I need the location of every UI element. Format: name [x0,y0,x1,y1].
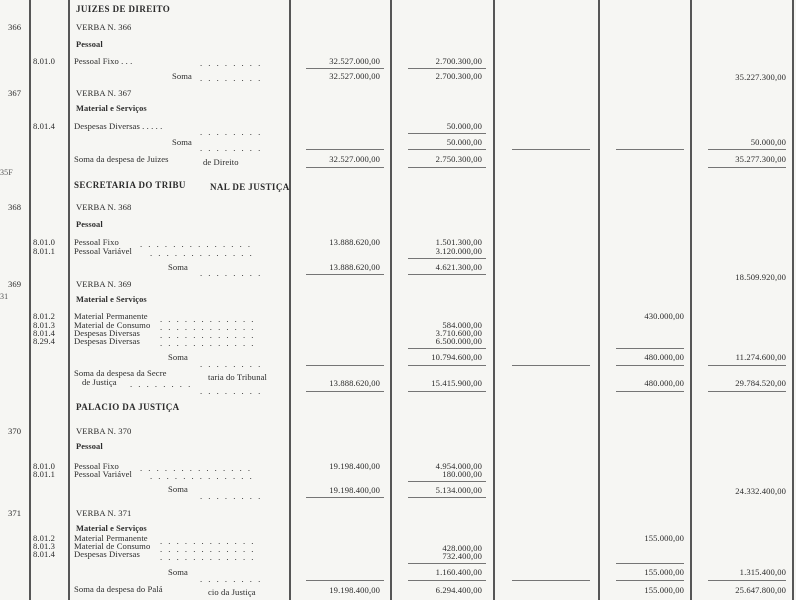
sum-rule [306,167,384,168]
item-label: Despesas Diversas [74,549,140,559]
value-cell: 6.500.000,00 [435,336,482,346]
total-cell: 24.332.400,00 [735,486,786,496]
column-rule [390,0,392,600]
leader-dots: . . . . . . . . [200,127,263,137]
item-label: Pessoal Fixo [74,237,119,247]
column-rule [68,0,70,600]
value-cell: 155.000,00 [644,533,684,543]
soma-label: Soma [172,71,192,81]
leader-dots: . . . . . . . . [200,268,263,278]
leader-dots: . . . . . . . . . . . . [160,536,256,546]
sum-rule [408,365,486,366]
value-cell: 50.000,00 [446,137,482,147]
leader-dots: . . . . . . . . . . . . [160,544,256,554]
sum-rule [512,149,590,150]
verba-number: 366 [8,22,22,32]
sum-rule [616,580,684,581]
item-code: 8.01.4 [33,549,56,559]
subheading: Material e Serviços [76,524,147,533]
total-cell: 35.227.300,00 [735,72,786,82]
sum-rule [408,274,486,275]
sum-rule [408,497,486,498]
value-cell: 19.198.400,00 [329,585,380,595]
sum-rule [408,258,486,259]
subheading: Pessoal [76,40,103,49]
column-rule [690,0,692,600]
leader-dots: . . . . . . . . . . . . . . [140,239,253,249]
value-cell: 13.888.620,00 [329,237,380,247]
total-cell: 35.277.300,00 [735,154,786,164]
leader-dots: . . . . . . . . [200,574,263,584]
item-label: Material Permanente [74,533,148,543]
item-code: 8.01.1 [33,246,56,256]
item-code: 8.01.4 [33,328,56,338]
leader-dots: . . . . . . . . . . . . [160,552,256,562]
subheading: Material e Serviços [76,104,147,113]
sum-rule [306,580,384,581]
value-cell: 32.527.000,00 [329,154,380,164]
leader-dots: . . . . . . . . [200,58,263,68]
verba-label: VERBA N. 366 [76,22,132,32]
sum-rule [408,68,486,69]
value-cell: 180.000,00 [442,469,482,479]
leader-dots: . . . . . . . . [130,379,193,389]
soma-label: Soma [168,567,188,577]
value-cell: 2.750.300,00 [435,154,482,164]
soma-label: Soma [168,484,188,494]
sum-rule [408,391,486,392]
leader-dots: . . . . . . . . . . . . . [150,471,254,481]
total-cell: 1.315.400,00 [739,567,786,577]
sum-rule [306,274,384,275]
verba-number: 368 [8,202,22,212]
item-code: 8.01.1 [33,469,56,479]
subheading: Material e Serviços [76,295,147,304]
value-cell: 6.294.400,00 [435,585,482,595]
total-cell: 25.647.800,00 [735,585,786,595]
item-label: Despesas Diversas . . . . . [74,121,163,131]
value-cell: 1.501.300,00 [435,237,482,247]
total-label: Soma da despesa da Secre [74,368,167,378]
item-code: 8.01.3 [33,320,56,330]
value-cell: 480.000,00 [644,378,684,388]
sum-rule [408,348,486,349]
section-heading: PALACIO DA JUSTIÇA [76,402,180,412]
sum-rule [708,167,786,168]
subheading: Pessoal [76,442,103,451]
value-cell: 428.000,00 [442,543,482,553]
sum-rule [708,391,786,392]
sum-rule [616,149,684,150]
sum-rule [306,391,384,392]
value-cell: 19.198.400,00 [329,485,380,495]
value-cell: 13.888.620,00 [329,378,380,388]
value-cell: 1.160.400,00 [435,567,482,577]
item-code: 8.01.3 [33,541,56,551]
value-cell: 2.700.300,00 [435,71,482,81]
verba-number: 371 [8,508,22,518]
verba-label: VERBA N. 368 [76,202,132,212]
value-cell: 480.000,00 [644,352,684,362]
total-label: de Justiça [82,377,117,387]
leader-dots: . . . . . . . . [200,491,263,501]
sum-rule [408,149,486,150]
value-cell: 3.120.000,00 [435,246,482,256]
leader-dots: . . . . . . . . [200,359,263,369]
total-cell: 11.274.600,00 [735,352,786,362]
column-rule [289,0,291,600]
value-cell: 10.794.600,00 [431,352,482,362]
sum-rule [408,563,486,564]
item-code: 8.01.0 [33,237,56,247]
value-cell: 3.710.600,00 [435,328,482,338]
sum-rule [512,365,590,366]
sum-rule [616,365,684,366]
verba-number: 370 [8,426,22,436]
soma-label: Soma [172,137,192,147]
value-cell: 15.415.900,00 [431,378,482,388]
leader-dots: . . . . . . . . [200,143,263,153]
total-label: taria do Tribunal [208,372,267,382]
leader-dots: . . . . . . . . . . . . [160,338,256,348]
soma-label: Soma [168,352,188,362]
item-code: 8.01.4 [33,121,56,131]
column-rule [792,0,794,600]
item-label: Material de Consumo [74,541,151,551]
column-rule [598,0,600,600]
margin-mark: 31 [0,292,9,301]
column-rule [29,0,31,600]
verba-label: VERBA N. 370 [76,426,132,436]
value-cell: 2.700.300,00 [435,56,482,66]
item-label: Pessoal Variável [74,246,133,256]
item-label: Pessoal Fixo . . . [74,56,133,66]
column-rule [493,0,495,600]
leader-dots: . . . . . . . . [200,73,263,83]
section-heading: JUIZES DE DIREITO [76,4,171,14]
leader-dots: . . . . . . . . . . . . [160,330,256,340]
item-code: 8.01.0 [33,461,56,471]
sum-rule [512,580,590,581]
leader-dots: . . . . . . . . . . . . . . [140,463,253,473]
value-cell: 13.888.620,00 [329,262,380,272]
item-code: 8.01.2 [33,533,56,543]
total-cell: 50.000,00 [750,137,786,147]
leader-dots: . . . . . . . . . . . . . [150,248,254,258]
item-code: 8.01.0 [33,56,56,66]
verba-label: VERBA N. 371 [76,508,132,518]
item-label: Despesas Diversas [74,328,140,338]
total-cell: 18.509.920,00 [735,272,786,282]
value-cell: 50.000,00 [446,121,482,131]
soma-label: Soma [168,262,188,272]
total-label: de Direito [203,157,239,167]
sum-rule [306,365,384,366]
item-label: Material de Consumo [74,320,151,330]
sum-rule [408,481,486,482]
verba-label: VERBA N. 369 [76,279,132,289]
value-cell: 4.621.300,00 [435,262,482,272]
value-cell: 155.000,00 [644,585,684,595]
item-label: Pessoal Fixo [74,461,119,471]
sum-rule [408,580,486,581]
item-label: Despesas Diversas [74,336,140,346]
verba-number: 367 [8,88,22,98]
margin-mark: 35F [0,168,13,177]
leader-dots: . . . . . . . . . . . . [160,314,256,324]
item-code: 8.01.2 [33,311,56,321]
leader-dots: . . . . . . . . [200,386,263,396]
total-label: Soma da despesa do Palá [74,584,163,594]
sum-rule [408,167,486,168]
value-cell: 19.198.400,00 [329,461,380,471]
verba-number: 369 [8,279,22,289]
section-heading: SECRETARIA DO TRIBU [74,180,186,190]
value-cell: 4.954.000,00 [435,461,482,471]
item-label: Material Permanente [74,311,148,321]
total-label: cio da Justiça [208,587,256,597]
subheading: Pessoal [76,220,103,229]
total-cell: 29.784.520,00 [735,378,786,388]
sum-rule [306,149,384,150]
section-heading: NAL DE JUSTIÇA [210,182,290,192]
value-cell: 155.000,00 [644,567,684,577]
sum-rule [616,563,684,564]
value-cell: 32.527.000,00 [329,71,380,81]
value-cell: 32.527.000,00 [329,56,380,66]
sum-rule [408,133,486,134]
verba-label: VERBA N. 367 [76,88,132,98]
value-cell: 732.400,00 [442,551,482,561]
sum-rule [306,497,384,498]
value-cell: 430.000,00 [644,311,684,321]
item-label: Pessoal Variável [74,469,133,479]
sum-rule [708,580,786,581]
sum-rule [306,68,384,69]
sum-rule [708,149,786,150]
value-cell: 5.134.000,00 [435,485,482,495]
leader-dots: . . . . . . . . . . . . [160,322,256,332]
value-cell: 584.000,00 [442,320,482,330]
sum-rule [616,348,684,349]
item-code: 8.29.4 [33,336,56,346]
total-label: Soma da despesa de Juizes [74,154,169,164]
sum-rule [708,365,786,366]
sum-rule [616,391,684,392]
